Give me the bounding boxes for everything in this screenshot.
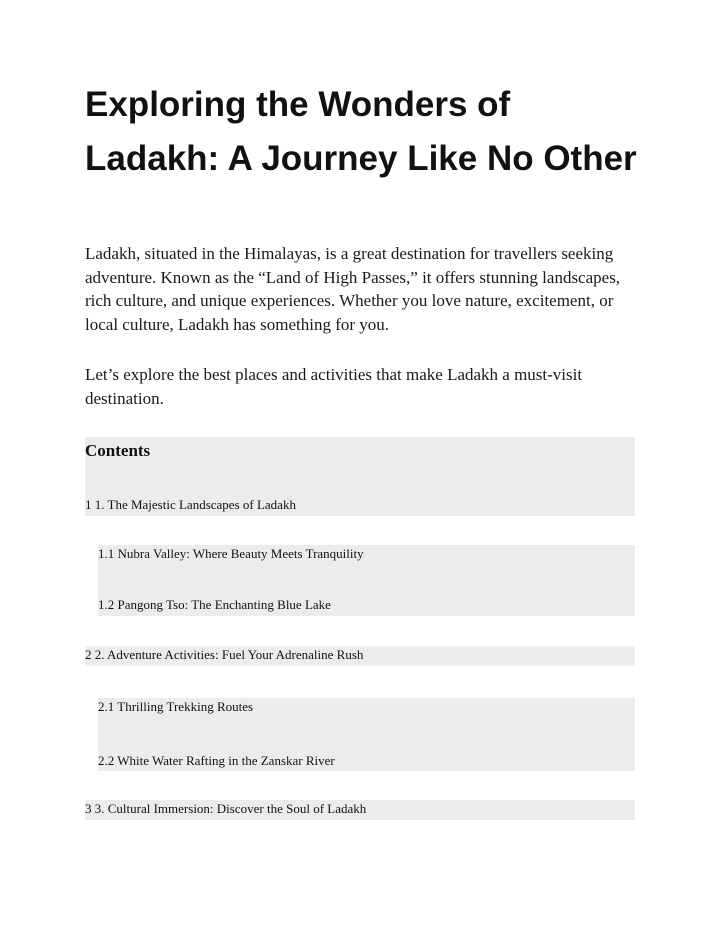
toc-item-pangong-tso[interactable]: 1.2 Pangong Tso: The Enchanting Blue Lake (98, 597, 331, 612)
second-paragraph: Let’s explore the best places and activities that make Ladakh a must-visit destination. (85, 365, 583, 408)
toc-item-adventure-activities[interactable]: 2 2. Adventure Activities: Fuel Your Adrenaline Rush (85, 647, 364, 662)
intro-paragraph: Ladakh, situated in the Himalayas, is a great destination for travellers seeking adventure. Known as the “Land of High Passes,” it offers stunning landscapes, rich culture, and unique experiences. Whether you love nature, excitement, or local culture, Ladakh has something for you. (85, 244, 621, 334)
toc-section-row-2 (85, 646, 635, 666)
toc-item-trekking-routes[interactable]: 2.1 Thrilling Trekking Routes (98, 699, 254, 714)
toc-item-white-water-rafting[interactable]: 2.2 White Water Rafting in the Zanskar River (98, 753, 335, 768)
toc-subsection-group-2 (98, 698, 635, 771)
toc-section-row-3 (85, 800, 635, 820)
toc-item-nubra-valley[interactable]: 1.1 Nubra Valley: Where Beauty Meets Tranquility (98, 546, 364, 561)
toc-heading: Contents (85, 441, 151, 460)
toc-item-cultural-immersion[interactable]: 3 3. Cultural Immersion: Discover the Soul of Ladakh (85, 801, 367, 816)
toc-subsection-group-1 (98, 545, 635, 616)
article-title: Exploring the Wonders of Ladakh: A Journey Like No Other (85, 85, 637, 178)
table-of-contents (85, 437, 635, 516)
toc-item-landscapes[interactable]: 1 1. The Majestic Landscapes of Ladakh (85, 497, 296, 512)
